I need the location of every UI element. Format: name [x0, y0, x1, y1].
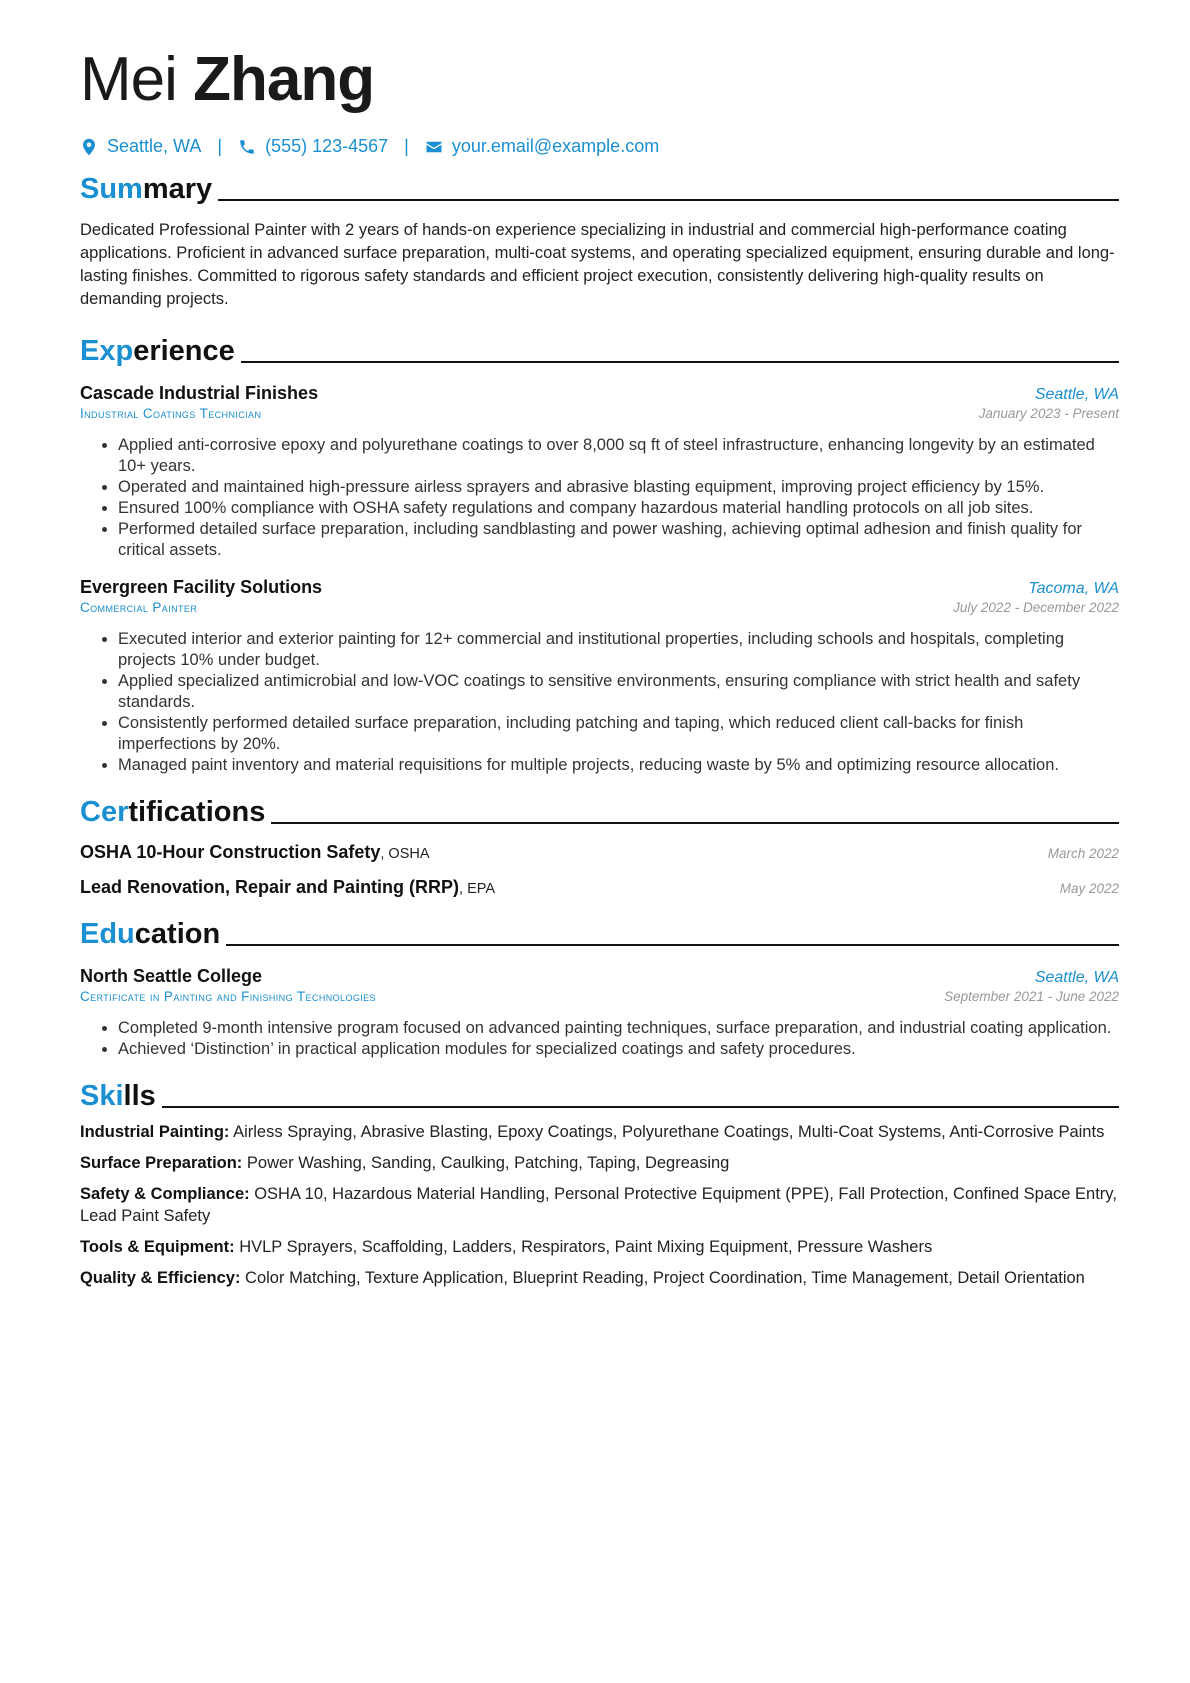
section-title	[80, 335, 235, 367]
bullet-list	[80, 1018, 1119, 1060]
section-experience-heading	[80, 329, 1119, 367]
section-title	[80, 173, 212, 205]
experience-entry	[80, 577, 1119, 776]
section-title-rest: lls	[123, 1080, 156, 1112]
certification-issuer: , OSHA	[380, 846, 430, 862]
list-item: • Applied anti-corrosive epoxy and polyurethane coatings to over 8,000 sq ft of steel infrastructure, enhancing longevity by an estimated 10+ years.	[118, 435, 1119, 477]
job-dates: July 2022 - December 2022	[953, 600, 1119, 615]
section-certifications-heading	[80, 790, 1119, 828]
section-rule	[271, 822, 1119, 824]
certification-name: OSHA 10-Hour Construction Safety	[80, 842, 381, 862]
entry-header	[80, 966, 1119, 987]
candidate-name	[80, 44, 1119, 116]
entry-subheader	[80, 404, 1119, 421]
skill-values: OSHA 10, Hazardous Material Handling, Personal Protective Equipment (PPE), Fall Protection, Confined Space Entry, Lead Paint Safety	[80, 1185, 1117, 1225]
entry-subheader	[80, 598, 1119, 615]
section-summary-heading	[80, 167, 1119, 205]
job-dates: January 2023 - Present	[978, 406, 1119, 421]
location-text: Seattle, WA	[107, 136, 202, 156]
entry-header	[80, 383, 1119, 404]
school-location: Seattle, WA	[1034, 969, 1119, 986]
company-name: Evergreen Facility Solutions	[80, 577, 323, 597]
list-item: • Completed 9-month intensive program focused on advanced painting techniques, surface preparation, and industrial coating application.	[118, 1018, 1119, 1039]
contact-email[interactable]	[425, 136, 659, 157]
certification-title	[80, 842, 430, 863]
phone-text: (555) 123-4567	[265, 136, 389, 156]
certification-date: March 2022	[1047, 846, 1119, 861]
list-item: • Achieved ‘Distinction’ in practical application modules for specialized coatings and safety procedures.	[118, 1039, 1119, 1060]
list-item: • Operated and maintained high-pressure airless sprayers and abrasive blasting equipment, improving project efficiency by 15%.	[118, 477, 1119, 498]
list-item: • Applied specialized antimicrobial and low-VOC coatings to sensitive environments, ensuring compliance with strict health and safety standards.	[118, 671, 1119, 713]
job-location: Tacoma, WA	[1028, 580, 1119, 597]
certification-date: May 2022	[1059, 881, 1119, 896]
skill-category	[80, 1121, 1119, 1143]
section-title-accent: Ski	[80, 1080, 124, 1112]
certification-issuer: , EPA	[459, 881, 496, 897]
section-rule	[218, 199, 1119, 201]
section-title-rest: tifications	[128, 796, 266, 828]
section-title-accent: Sum	[80, 173, 143, 205]
job-title: Commercial Painter	[80, 600, 198, 615]
list-item: • Managed paint inventory and material requisitions for multiple projects, reducing waste by 5% and optimizing resource allocation.	[118, 755, 1119, 776]
contact-separator: |	[217, 136, 223, 156]
bullet-list	[80, 629, 1119, 776]
phone-icon	[238, 138, 256, 156]
list-item: • Consistently performed detailed surface preparation, including patching and taping, which reduced client call-backs for finish imperfections by 20%.	[118, 713, 1119, 755]
certification-item	[80, 877, 1119, 898]
email-link: your.email@example.com	[451, 136, 660, 156]
skill-category	[80, 1152, 1119, 1174]
education-dates: September 2021 - June 2022	[944, 989, 1119, 1004]
first-name: Mei	[80, 45, 177, 114]
skill-label: Safety & Compliance:	[80, 1185, 250, 1203]
section-rule	[162, 1106, 1119, 1108]
list-item: • Performed detailed surface preparation, including sandblasting and power washing, achieving optimal adhesion and finish quality for critical assets.	[118, 519, 1119, 561]
section-title-accent: Edu	[80, 918, 135, 950]
last-name: Zhang	[193, 45, 375, 114]
certification-title	[80, 877, 495, 898]
education-entry	[80, 966, 1119, 1060]
contact-bar	[80, 136, 1119, 157]
contact-separator: |	[404, 136, 409, 156]
section-rule	[241, 361, 1119, 363]
map-marker-icon	[80, 138, 98, 156]
entry-header	[80, 577, 1119, 598]
skill-label: Surface Preparation:	[80, 1154, 243, 1172]
envelope-icon	[425, 138, 443, 156]
skill-category	[80, 1236, 1119, 1258]
section-title	[80, 796, 265, 828]
contact-location	[80, 136, 201, 157]
section-rule	[226, 944, 1119, 946]
skill-values: HVLP Sprayers, Scaffolding, Ladders, Respirators, Paint Mixing Equipment, Pressure Washers	[234, 1238, 933, 1256]
skill-label: Industrial Painting:	[80, 1123, 230, 1141]
contact-phone[interactable]	[238, 136, 388, 157]
job-title: Industrial Coatings Technician	[80, 406, 262, 421]
list-item: • Executed interior and exterior painting for 12+ commercial and institutional properties, including schools and hospitals, completing projects 10% under budget.	[118, 629, 1119, 671]
section-education-heading	[80, 912, 1119, 950]
section-title-rest: erience	[133, 335, 235, 367]
section-title-rest: cation	[134, 918, 221, 950]
skill-category	[80, 1183, 1119, 1227]
section-title-rest: mary	[142, 173, 213, 205]
skill-label: Tools & Equipment:	[80, 1238, 235, 1256]
program-name: Certificate in Painting and Finishing Technologies	[80, 989, 376, 1004]
section-title-accent: Exp	[80, 335, 134, 367]
section-title	[80, 918, 220, 950]
section-title-accent: Cer	[80, 796, 129, 828]
section-title	[80, 1080, 156, 1112]
summary-text: Dedicated Professional Painter with 2 years of hands-on experience specializing in industrial and commercial high-performance coating applications. Proficient in advanced surface preparation, multi-coat systems, and operating specialized equipment, ensuring durable and long-lasting finishes. Committed to rigorous safety standards and efficient project execution, consistently delivering high-quality results on demanding projects.	[80, 221, 1115, 308]
experience-entry	[80, 383, 1119, 561]
skill-values: Power Washing, Sanding, Caulking, Patching, Taping, Degreasing	[242, 1154, 730, 1172]
list-item: • Ensured 100% compliance with OSHA safety regulations and company hazardous material handling protocols on all job sites.	[118, 498, 1119, 519]
section-skills-heading	[80, 1074, 1119, 1112]
job-location: Seattle, WA	[1034, 386, 1119, 403]
school-name: North Seattle College	[80, 966, 263, 986]
skill-category	[80, 1267, 1119, 1289]
company-name: Cascade Industrial Finishes	[80, 383, 319, 403]
skill-label: Quality & Efficiency:	[80, 1269, 241, 1287]
skill-values: Color Matching, Texture Application, Blueprint Reading, Project Coordination, Time Management, Detail Orientation	[240, 1269, 1085, 1287]
skill-values: Airless Spraying, Abrasive Blasting, Epoxy Coatings, Polyurethane Coatings, Multi-Coat Systems, Anti-Corrosive Paints	[229, 1123, 1105, 1141]
bullet-list	[80, 435, 1119, 561]
certification-name: Lead Renovation, Repair and Painting (RRP)	[80, 877, 460, 897]
certification-item	[80, 842, 1119, 863]
entry-subheader	[80, 987, 1119, 1004]
